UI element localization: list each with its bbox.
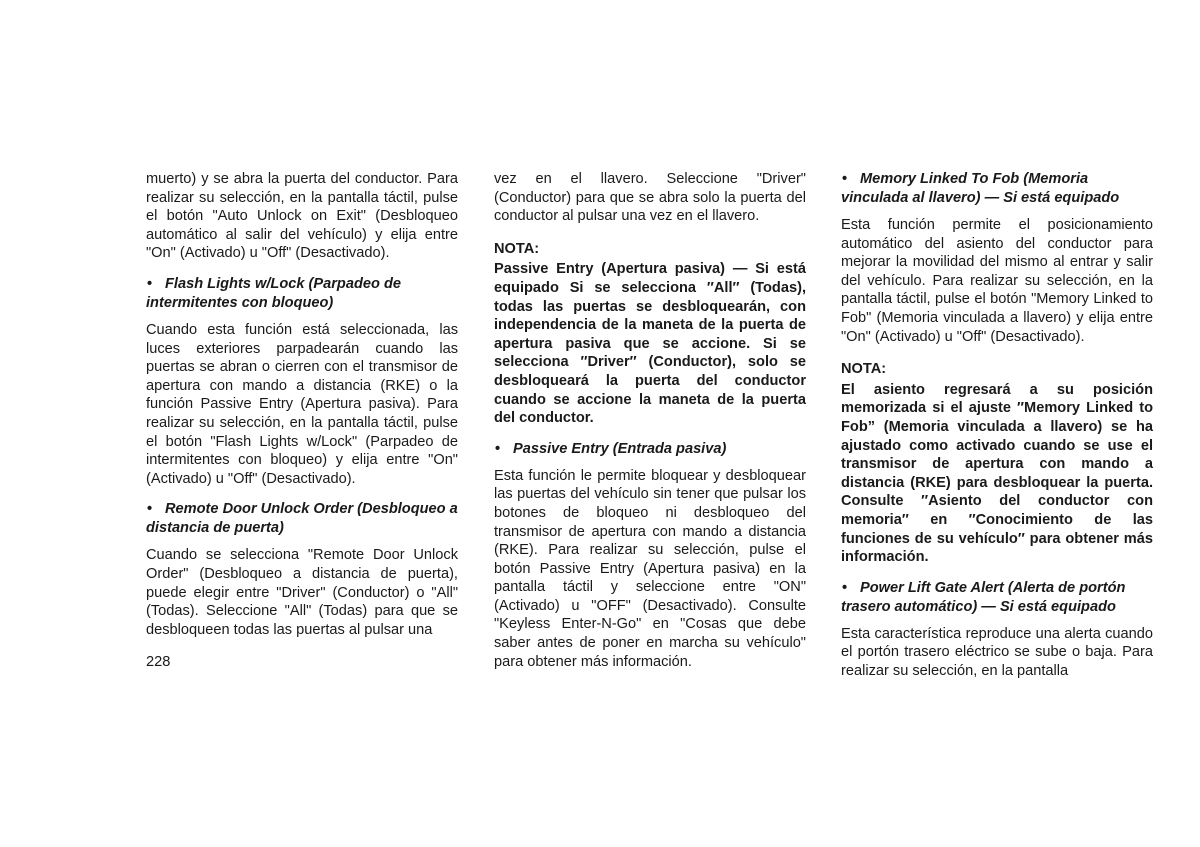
section-heading-text: Remote Door Unlock Order (Desbloqueo a distancia de puerta) [146, 501, 458, 537]
section-heading-text: Memory Linked To Fob (Memoria vinculada al llavero) — Si está equipado [841, 171, 1120, 206]
body-paragraph: Esta característica reproduce una alerta cuando el portón trasero eléctrico se sube o baja. Para realizar su selección, en la pantalla [841, 625, 1153, 679]
body-paragraph: Esta función le permite bloquear y desbloquear las puertas del vehículo sin tener que pulsar los botones de bloqueo ni desbloqueo del transmisor de apertura con mando a distancia (RKE). Para realizar su selección, pulse el botón Passive Entry (Apertura pasiva) en la pantalla táctil y seleccione entre "ON" (Activado) u "OFF" (Desactivado). Consulte "Keyless Enter-N-Go" en "Cosas que debe saber antes de poner en marcha su vehículo" para obtener más información. [494, 467, 806, 670]
bullet-icon: • [147, 501, 153, 518]
bullet-icon: • [147, 275, 153, 292]
text-column-1 [146, 170, 458, 639]
section-heading [841, 579, 1153, 617]
body-paragraph: Cuando se selecciona "Remote Door Unlock Order" (Desbloqueo a distancia de puerta), puede elegir entre "Driver" (Conductor) o "All" (Todas). Seleccione "All" (Todas) para que se desbloqueen todas las puertas al pulsar una [146, 547, 458, 638]
section-heading-text: Power Lift Gate Alert (Alerta de portón trasero automático) — Si está equipado [841, 579, 1126, 615]
body-paragraph: muerto) y se abra la puerta del conductor. Para realizar su selección, en la pantalla táctil, pulse el botón "Auto Unlock on Exit" (Desbloqueo automático al salir del vehículo) y elija entre "On" (Activado) u "Off" (Desactivado). [146, 171, 458, 262]
text-column-3 [841, 170, 1153, 680]
section-heading-text: Passive Entry (Entrada pasiva) [513, 440, 727, 457]
body-paragraph: Esta función permite el posicionamiento automático del asiento del conductor para mejorar la movilidad del mismo al entrar y salir del vehículo. Para realizar su selección, en la pantalla táctil, pulse el botón "Memory Linked to Fob" (Memoria vinculada a llavero) y elija entre "On" (Activado) u "Off" (Desactivado). [841, 217, 1153, 345]
bullet-icon: • [495, 440, 501, 457]
note-label: NOTA: [841, 361, 887, 378]
body-paragraph: Cuando esta función está seleccionada, las luces exteriores parpadearán cuando las puertas se abran o cierren con el transmisor de apertura con mando a distancia (RKE) o la función Passive Entry (Apertura pasiva). Para realizar su selección, en la pantalla táctil, pulse el botón "Flash Lights w/Lock" (Parpadeo de intermitentes con bloqueo) y elija entre "On" (Activado) u "Off" (Desactivado). [146, 321, 458, 487]
bullet-icon: • [842, 579, 848, 596]
note-body: Passive Entry (Apertura pasiva) — Si está equipado Si se selecciona ″All″ (Todas), todas las puertas se desbloquearán, con independencia de la maneta de la puerta de apertura pasiva que se accione. Si se selecciona ″Driver″ (Conductor), solo se desbloqueará la puerta del conductor cuando se accione la maneta de la puerta del conductor. [494, 261, 806, 427]
section-heading [146, 500, 458, 538]
body-paragraph: vez en el llavero. Seleccione "Driver" (Conductor) para que se abra solo la puerta del conductor al pulsar una vez en el llavero. [494, 171, 806, 225]
page-number: 228 [146, 654, 171, 670]
note-body: El asiento regresará a su posición memorizada si el ajuste ″Memory Linked to Fob” (Memoria vinculada a llavero) se ha ajustado como activado cuando se use el transmisor de apertura con mando a distancia (RKE) para desbloquear la puerta. Consulte ″Asiento del conductor con memoria″ en ″Conocimiento de las funciones de su vehículo″ para obtener más información. [841, 381, 1153, 566]
bullet-icon: • [842, 171, 848, 187]
text-column-2 [494, 170, 806, 671]
note-label: NOTA: [494, 240, 540, 257]
section-heading [494, 440, 806, 459]
section-heading [146, 275, 458, 313]
section-heading-text: Flash Lights w/Lock (Parpadeo de intermitentes con bloqueo) [146, 275, 401, 311]
section-heading [841, 170, 1153, 208]
